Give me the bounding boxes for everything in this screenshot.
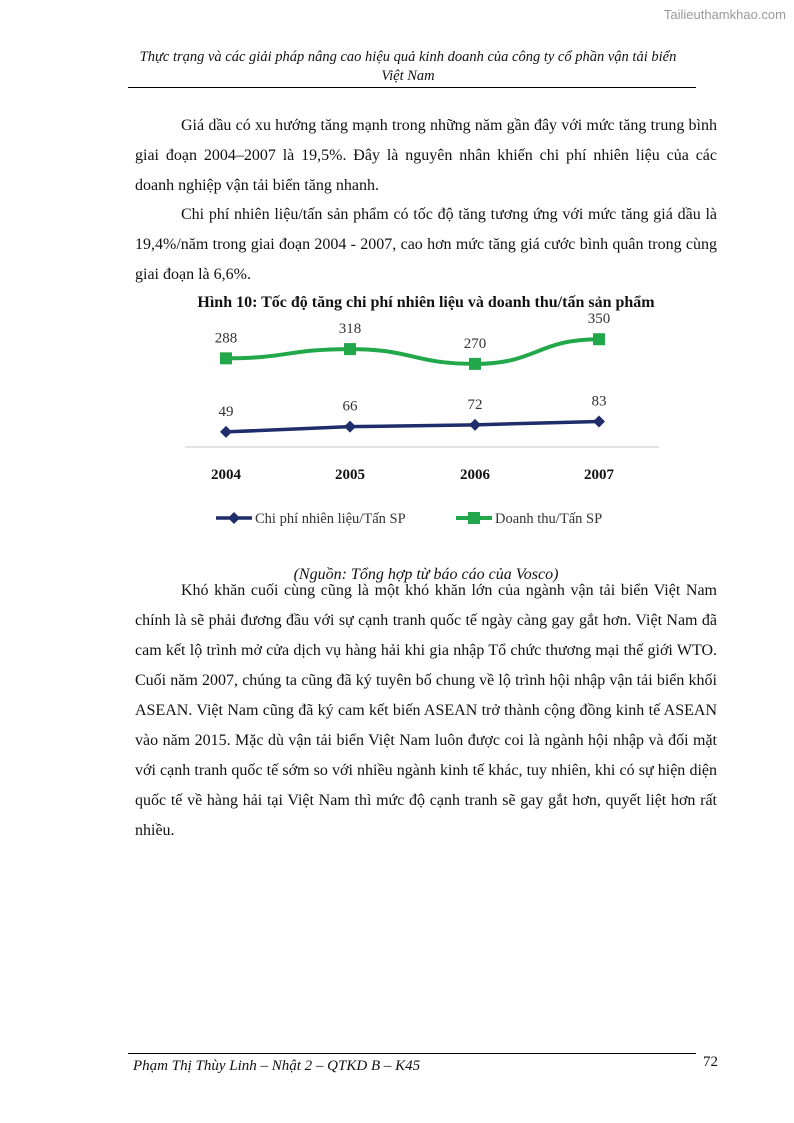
data-label-s1-2004: 49: [218, 403, 234, 420]
paragraph-1: Giá dầu có xu hướng tăng mạnh trong những năm gần đây với mức tăng trung bình giai đoạn 2004–2007 là 19,5%. Đây là nguyên nhân khiến chi phí nhiên liệu của các doanh nghiệp vận tải biển tăng nhanh.: [135, 117, 717, 194]
legend-marker-1: [228, 512, 240, 524]
data-point-s2-2004: [220, 352, 232, 364]
data-label-s1-2005: 66: [342, 398, 358, 415]
watermark: Tailieuthamkhao.com: [663, 7, 786, 22]
legend-marker-2: [468, 512, 480, 524]
series-line-2: [226, 339, 599, 364]
legend-label-2: Doanh thu/Tấn SP: [495, 511, 603, 527]
paragraph-3: Khó khăn cuối cùng cũng là một khó khăn lớn của ngành vận tải biển Việt Nam chính là sẽ phải đương đầu với sự cạnh tranh quốc tế ngày càng gay gắt hơn. Việt Nam đã cam kết lộ trình mở cửa dịch vụ hàng hải khi gia nhập Tổ chức thương mại thế giới WTO. Cuối năm 2007, chúng ta cũng đã ký tuyên bố chung về lộ trình hội nhập vận tải biển khối ASEAN. Việt Nam cũng đã ký cam kết biến ASEAN trở thành cộng đồng kinh tế ASEAN vào năm 2015. Mặc dù vận tải biển Việt Nam luôn được coi là ngành hội nhập và đối mặt với cạnh tranh quốc tế sớm so với nhiều ngành kinh tế khác, tuy nhiên, khi có sự hiện diện quốc tế về hàng hải tại Việt Nam thì mức độ cạnh tranh sẽ gay gắt hơn, quyết liệt hơn rất nhiều.: [135, 582, 717, 839]
footer-divider: [128, 1053, 696, 1054]
legend-label-1: Chi phí nhiên liệu/Tấn SP: [255, 511, 406, 527]
data-point-s1-2006: [469, 419, 481, 431]
data-label-s2-2006: 270: [463, 335, 487, 352]
footer-author: Phạm Thị Thùy Linh – Nhật 2 – QTKD B – K45: [133, 1058, 421, 1074]
data-label-s1-2006: 72: [467, 396, 483, 413]
data-point-s2-2005: [344, 343, 356, 355]
figure-source: (Nguồn: Tổng hợp từ báo cáo của Vosco): [293, 566, 559, 583]
x-tick-label-2006: 2006: [460, 467, 490, 483]
data-point-s2-2006: [469, 358, 481, 370]
x-tick-label-2007: 2007: [584, 467, 614, 483]
series-line-1: [226, 421, 599, 431]
line-chart: [0, 0, 794, 545]
running-header: Thực trạng và các giải pháp nâng cao hiệu quả kinh doanh của công ty cổ phần vận tải biển Việt Nam: [139, 49, 677, 84]
data-label-s1-2007: 83: [591, 393, 607, 410]
x-tick-label-2004: 2004: [211, 467, 241, 483]
data-point-s2-2007: [593, 333, 605, 345]
figure-title: Hình 10: Tốc độ tăng chi phí nhiên liệu và doanh thu/tấn sản phẩm: [197, 294, 655, 311]
data-point-s1-2004: [220, 426, 232, 438]
data-label-s2-2007: 350: [587, 311, 611, 328]
x-tick-label-2005: 2005: [335, 467, 365, 483]
page-number: 72: [703, 1054, 718, 1070]
data-label-s2-2005: 318: [338, 321, 362, 338]
data-point-s1-2005: [344, 421, 356, 433]
data-label-s2-2004: 288: [214, 330, 238, 347]
data-point-s1-2007: [593, 415, 605, 427]
paragraph-2: Chi phí nhiên liệu/tấn sản phẩm có tốc độ tăng tương ứng với mức tăng giá dầu là 19,4%/năm trong giai đoạn 2004 - 2007, cao hơn mức tăng giá cước bình quân trong cùng giai đoạn là 6,6%.: [135, 206, 717, 283]
